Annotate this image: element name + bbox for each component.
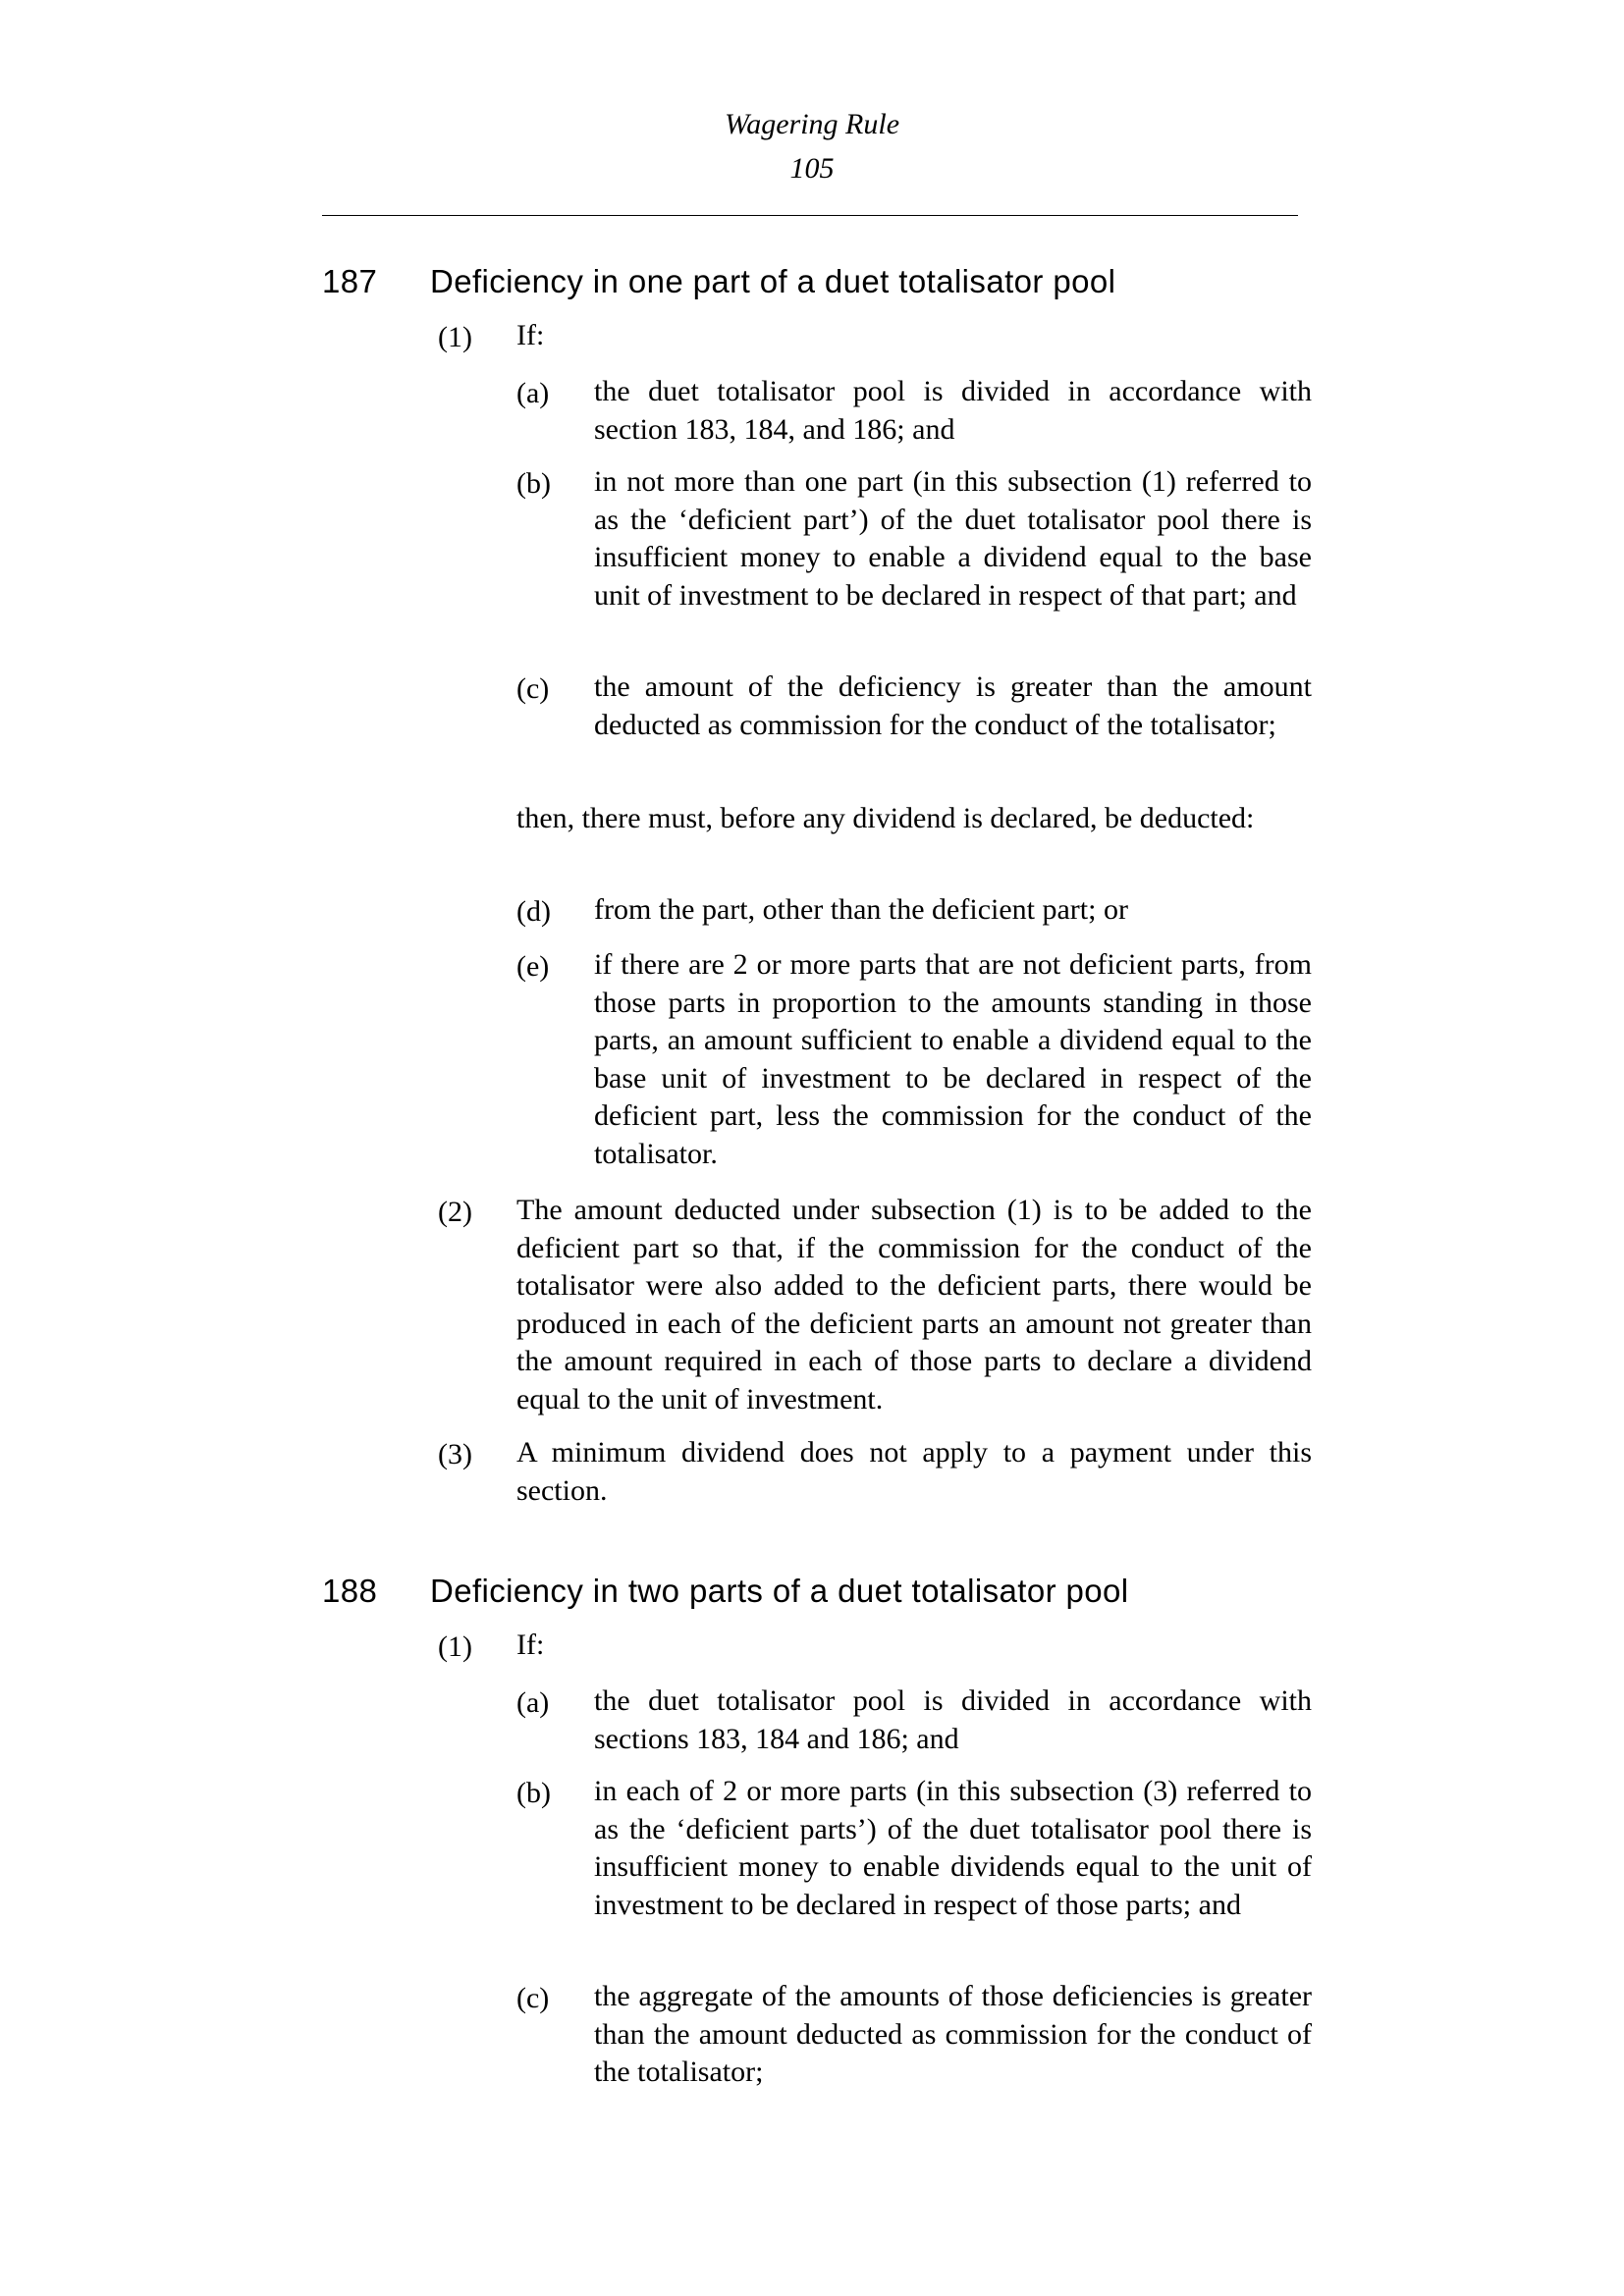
- paragraph-text: in not more than one part (in this subsection (1) referred to as the ‘deficient part’) of the duet totalisator pool there is insufficient money to enable a dividend equal to the base unit of investment to be declared in respect of that part; and: [594, 465, 1312, 612]
- paragraph-text: the duet totalisator pool is divided in accordance with section 183, 184, and 186; and: [594, 375, 1312, 446]
- section-title: Deficiency in one part of a duet totalisator pool: [430, 263, 1116, 299]
- paragraph-label: (c): [516, 1982, 550, 2014]
- paragraph-label: (c): [516, 672, 550, 705]
- section-number: 188: [322, 1573, 378, 1609]
- paragraph-label: (d): [516, 895, 551, 928]
- paragraph-label: (b): [516, 467, 551, 500]
- section-heading-187: [322, 263, 1115, 300]
- paragraph-text: the duet totalisator pool is divided in accordance with sections 183, 184 and 186; and: [594, 1684, 1312, 1755]
- paragraph-text: from the part, other than the deficient part; or: [594, 893, 1128, 926]
- subsection-number: (2): [438, 1196, 472, 1228]
- section-number: 187: [322, 263, 378, 299]
- paragraph-text: if there are 2 or more parts that are not deficient parts, from those parts in proportion to the amounts standing in those parts, an amount sufficient to enable a dividend equal to the base unit of investment to be declared in respect of the deficient part, less the commission for the conduct of the totalisator.: [594, 948, 1312, 1170]
- section-heading-188: [322, 1573, 1129, 1610]
- header-rule: [322, 215, 1298, 216]
- subsection-text: The amount deducted under subsection (1) is to be added to the deficient part so that, if the commission for the conduct of the totalisator were also added to the deficient parts, there would be produced in each of the deficient parts an amount not greater than the amount required in each of those parts to declare a dividend equal to the unit of investment.: [516, 1194, 1312, 1415]
- paragraph-label: (a): [516, 377, 550, 409]
- subsection-number: (3): [438, 1438, 472, 1470]
- subsection-number: (1): [438, 321, 472, 353]
- section-title: Deficiency in two parts of a duet totalisator pool: [430, 1573, 1129, 1609]
- subsection-lead: If:: [516, 1629, 545, 1661]
- running-header-title: Wagering Rule: [724, 108, 900, 140]
- subsection-number: (1): [438, 1630, 472, 1663]
- paragraph-text: the amount of the deficiency is greater than the amount deducted as commission for the conduct of the totalisator;: [594, 670, 1312, 741]
- paragraph-text: the aggregate of the amounts of those deficiencies is greater than the amount deducted as commission for the conduct of the totalisator;: [594, 1980, 1312, 2088]
- subsection-continuation: then, there must, before any dividend is declared, be deducted:: [516, 802, 1255, 834]
- subsection-text: A minimum dividend does not apply to a payment under this section.: [516, 1436, 1312, 1507]
- page-number: 105: [789, 152, 835, 185]
- paragraph-label: (e): [516, 950, 550, 983]
- paragraph-label: (a): [516, 1686, 550, 1719]
- subsection-lead: If:: [516, 319, 545, 351]
- paragraph-label: (b): [516, 1777, 551, 1809]
- paragraph-text: in each of 2 or more parts (in this subsection (3) referred to as the ‘deficient parts’) of the duet totalisator pool there is insufficient money to enable dividends equal to the unit of investment to be declared in respect of those parts; and: [594, 1775, 1312, 1921]
